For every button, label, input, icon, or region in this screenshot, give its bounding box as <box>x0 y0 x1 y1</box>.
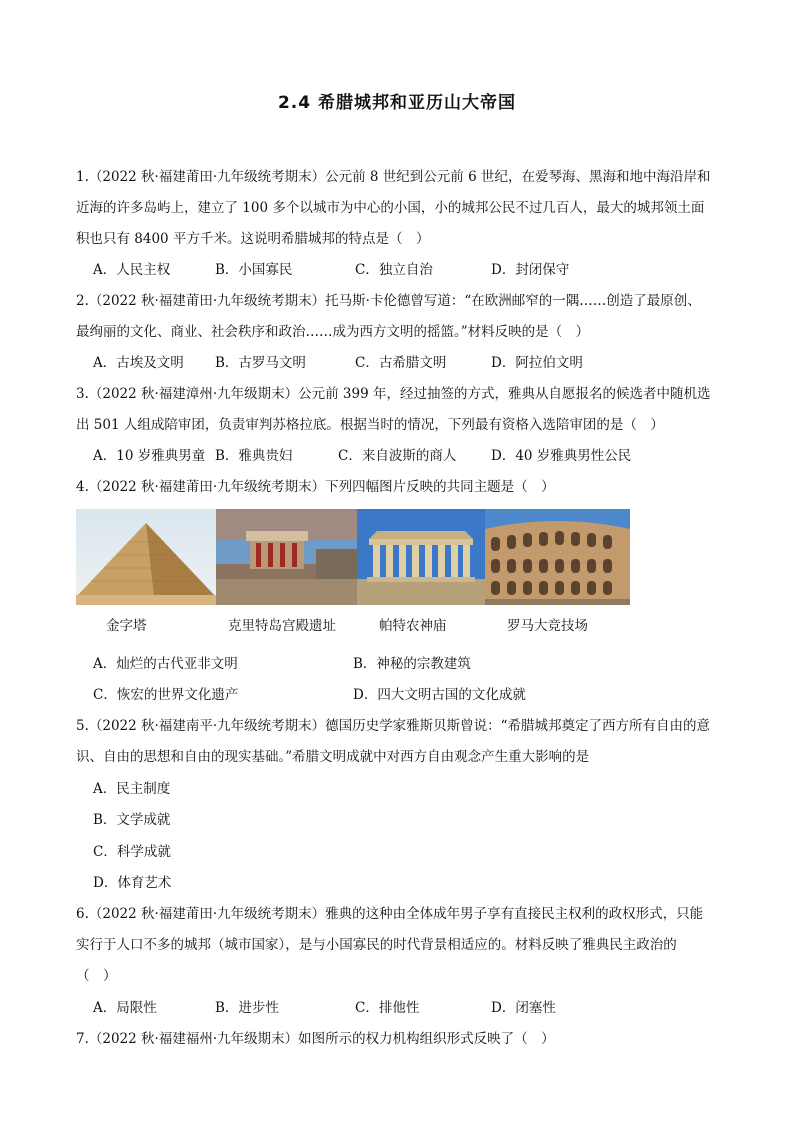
page-title: 2.4 希腊城邦和亚历山大帝国 <box>277 93 517 113</box>
q5-option-c[interactable]: C．科学成就 <box>93 844 171 860</box>
q6-stem-line2: 实行于人口不多的城邦（城市国家），是与小国寡民的时代背景相适应的。材料反映了雅典民主政治的 <box>76 937 677 953</box>
parthenon-image <box>357 509 485 605</box>
q4-option-a[interactable]: A．灿烂的古代亚非文明 <box>93 656 238 672</box>
q3-option-b[interactable]: B．雅典贵妇 <box>215 448 293 464</box>
q6-option-d[interactable]: D．闭塞性 <box>491 1000 556 1016</box>
q6-stem-line1: 6.（2022 秋·福建莆田·九年级统考期末）雅典的这种由全体成年男子享有直接民主权利的政权形式，只能 <box>76 906 704 922</box>
q3-stem-line1: 3.（2022 秋·福建漳州·九年级期末）公元前 399 年，经过抽签的方式，雅典从自愿报名的候选者中随机选 <box>76 386 711 402</box>
q6-option-c[interactable]: C．排他性 <box>355 1000 420 1016</box>
q1-stem-line2: 近海的许多岛屿上，建立了 100 多个以城市为中心的小国，小的城邦公民不过几百人，最大的城邦领土面 <box>76 200 705 216</box>
q3-option-c[interactable]: C．来自波斯的商人 <box>338 448 457 464</box>
q2-option-c[interactable]: C．古希腊文明 <box>355 355 447 371</box>
colosseum-image <box>485 509 630 605</box>
q5-option-d[interactable]: D．体育艺术 <box>93 875 172 891</box>
q4-option-c[interactable]: C．恢宏的世界文化遗产 <box>93 687 239 703</box>
q1-option-b[interactable]: B．小国寡民 <box>215 262 293 278</box>
crete-palace-image <box>216 509 357 605</box>
q4-option-d[interactable]: D．四大文明古国的文化成就 <box>353 687 526 703</box>
q2-option-d[interactable]: D．阿拉伯文明 <box>491 355 583 371</box>
q4-option-b[interactable]: B．神秘的宗教建筑 <box>353 656 471 672</box>
q5-stem-line2: 识、自由的思想和自由的现实基础。”希腊文明成就中对西方自由观念产生重大影响的是 <box>76 749 590 765</box>
q1-stem-line3: 积也只有 8400 平方千米。这说明希腊城邦的特点是（ ） <box>76 231 430 247</box>
q3-option-a[interactable]: A．10 岁雅典男童 <box>93 448 206 464</box>
q3-stem-line2: 出 501 人组成陪审团，负责审判苏格拉底。根据当时的情况，下列最有资格入选陪审团的是（ ） <box>76 417 664 433</box>
q1-stem-line1: 1.（2022 秋·福建莆田·九年级统考期末）公元前 8 世纪到公元前 6 世纪，在爱琴海、黑海和地中海沿岸和 <box>76 169 711 185</box>
q7-stem-line1: 7.（2022 秋·福建福州·九年级期末）如图所示的权力机构组织形式反映了（ ） <box>76 1031 555 1047</box>
q6-stem-line3: （ ） <box>76 968 117 984</box>
q2-option-b[interactable]: B．古罗马文明 <box>215 355 306 371</box>
q6-option-a[interactable]: A．局限性 <box>93 1000 157 1016</box>
q4-photo-strip <box>76 509 630 605</box>
pyramid-image <box>76 509 216 605</box>
q2-stem-line1: 2.（2022 秋·福建莆田·九年级统考期末）托马斯·卡伦德曾写道：“在欧洲邮窄的一隅……创造了最原创、 <box>76 293 701 309</box>
q5-option-b[interactable]: B．文学成就 <box>93 812 171 828</box>
q2-option-a[interactable]: A．古埃及文明 <box>93 355 184 371</box>
caption-parthenon: 帕特农神庙 <box>379 618 447 634</box>
caption-crete-palace: 克里特岛宫殿遗址 <box>228 618 336 634</box>
q2-stem-line2: 最绚丽的文化、商业、社会秩序和政治……成为西方文明的摇篮。”材料反映的是（ ） <box>76 324 590 340</box>
q1-option-a[interactable]: A．人民主权 <box>93 262 171 278</box>
q5-stem-line1: 5.（2022 秋·福建南平·九年级统考期末）德国历史学家雅斯贝斯曾说：“希腊城邦奠定了西方所有自由的意 <box>76 718 711 734</box>
q1-option-d[interactable]: D．封闭保守 <box>491 262 570 278</box>
q6-option-b[interactable]: B．进步性 <box>215 1000 279 1016</box>
q5-option-a[interactable]: A．民主制度 <box>93 781 171 797</box>
caption-colosseum: 罗马大竞技场 <box>507 618 588 634</box>
caption-pyramid: 金字塔 <box>106 618 147 634</box>
q4-stem-line1: 4.（2022 秋·福建莆田·九年级统考期末）下列四幅图片反映的共同主题是（ ） <box>76 479 555 495</box>
q1-option-c[interactable]: C．独立自治 <box>355 262 433 278</box>
q3-option-d[interactable]: D．40 岁雅典男性公民 <box>491 448 632 464</box>
